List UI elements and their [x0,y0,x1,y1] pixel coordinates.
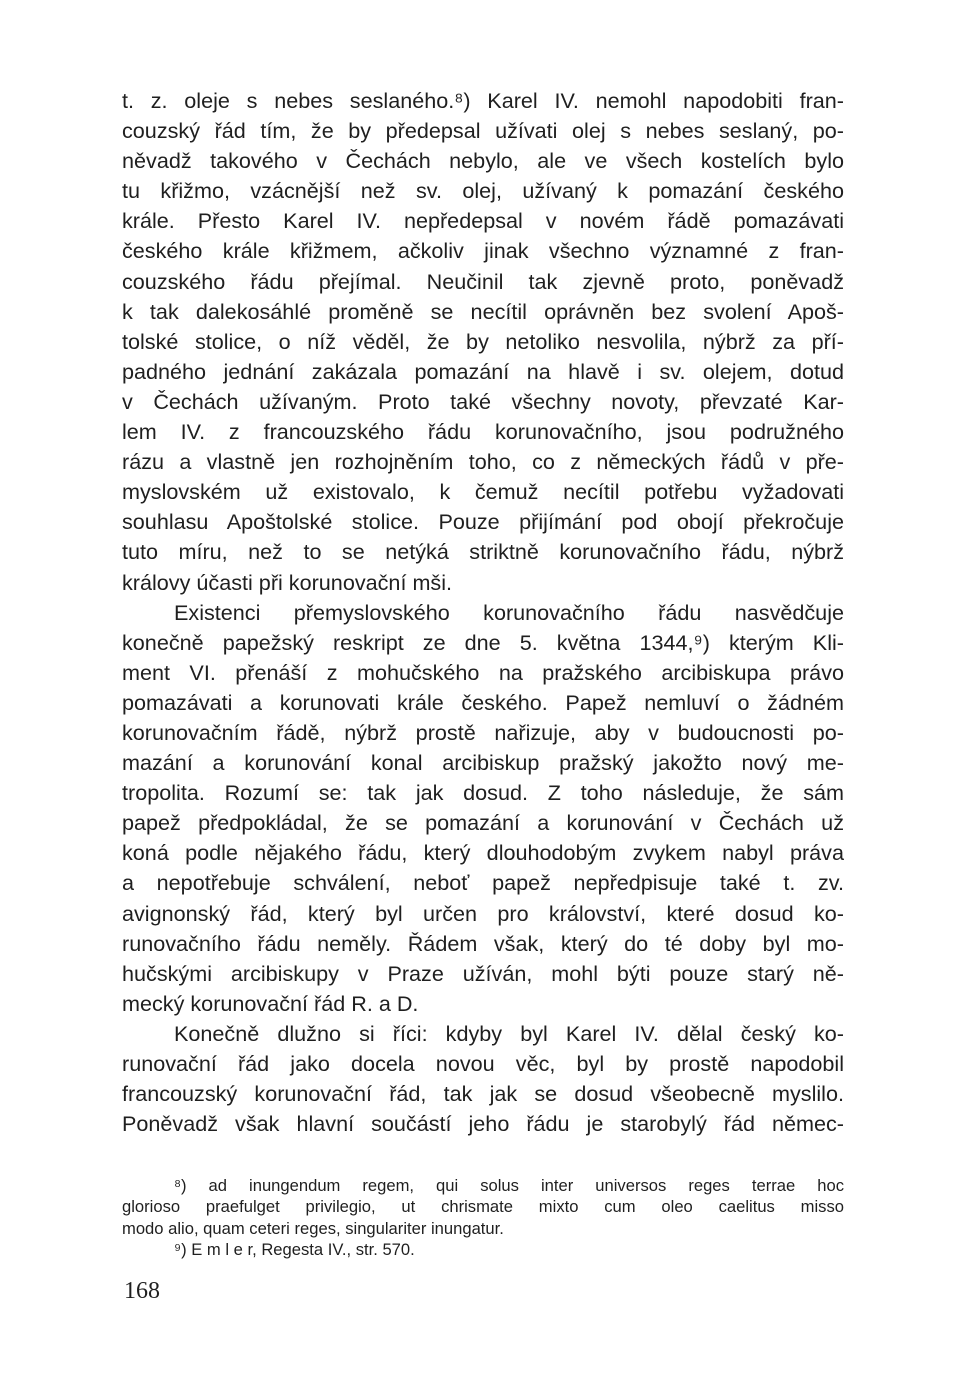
text-line: mecký korunovační řád R. a D. [122,990,419,1016]
text-line: couzského řádu přejímal. Neučinil tak zjevně proto, poněvadž [122,268,844,294]
text-line: couzský řád tím, že by předepsal užívati olej s nebes seslaný, po- [122,118,844,144]
text-line: padného jednání zakázala pomazání na hlavě i sv. olejem, dotud [122,358,844,384]
footnotes [122,1175,844,1261]
text-line: a nepotřebuje schválení, neboť papež nepředpisuje také t. zv. [122,870,844,896]
text-line: Existenci přemyslovského korunovačního řádu nasvědčuje [174,599,844,625]
footnote-line: modo alio, quam ceteri reges, singulariter inungatur. [122,1218,504,1238]
text-line: k tak dalekosáhlé proměně se necítil oprávněn bez svolení Apoš- [122,298,844,324]
text-line: t. z. oleje s nebes seslaného.⁸) Karel IV. nemohl napodobiti fran- [122,88,844,113]
text-line: souhlasu Apoštolské stolice. Pouze přijímání pod obojí překročuje [122,509,844,535]
text-line: Poněvadž však hlavní součástí jeho řádu je starobylý řád němec- [122,1111,844,1137]
text-line: tuto míru, než to se netýká striktně korunovačního řádu, nýbrž [122,539,844,565]
text-line: královy účasti při korunovační mši. [122,569,453,595]
text-line: runovačního řádu neměly. Řádem však, který do té doby byl mo- [122,930,844,956]
text-line: papež předpokládal, že se pomazání a korunování v Čechách už [122,810,844,836]
text-line: tolské stolice, o níž věděl, že by netoliko nesvolila, nýbrž za pří- [122,328,844,354]
text-line: tropolita. Rozumí se: tak jak dosud. Z toho následuje, že sám [122,780,844,806]
text-line: něvadž takového v Čechách nebylo, ale ve všech kostelích bylo [122,148,844,174]
page-number: 168 [124,1278,160,1304]
text-line: Konečně dlužno si říci: kdyby byl Karel IV. dělal český ko- [174,1020,844,1046]
text-line: konečně papežský reskript ze dne 5. května 1344,⁹) kterým Kli- [122,629,844,655]
text-line: tu křižmo, vzácnější než sv. olej, užívaný k pomazání českého [122,178,844,204]
text-line: lem IV. z francouzského řádu korunovačního, jsou podružného [122,419,844,445]
text-line: krále. Přesto Karel IV. nepředepsal v novém řádě pomazávati [122,208,844,234]
text-line: avignonský řád, který byl určen pro království, které dosud ko- [122,900,844,926]
text-line: v Čechách užívaným. Proto také všechny novoty, převzaté Kar- [122,388,844,414]
footnote-line: ⁸) ad inungendum regem, qui solus inter universos reges terrae hoc [174,1176,844,1195]
text-line: runovační řád jako docela novou věc, byl by prostě napodobil [122,1051,844,1076]
footnote-line: ⁹) E m l e r, Regesta IV., str. 570. [174,1240,415,1260]
text-line: pomazávati a korunovati krále českého. Papež nemluví o žádném [122,689,844,715]
text-line: rázu a vlastně jen rozhojněním toho, co z německých řádů v pře- [122,449,844,475]
text-line: mazání a korunování konal arcibiskup pražský jakožto nový me- [122,750,844,776]
text-line: koná podle nějakého řádu, který dlouhodobým zvykem nabyl práva [122,840,844,866]
text-line: myslovském už existovalo, k čemuž necítil potřebu vyžadovati [122,479,844,505]
text-line: českého krále křižmem, ačkoliv jinak všechno významné z fran- [122,238,844,264]
text-line: ment VI. přenáší z mohučského na pražského arcibiskupa právo [122,659,844,685]
text-line: francouzský korunovační řád, tak jak se dosud všeobecně myslilo. [122,1081,844,1107]
body-text [122,86,844,1139]
footnote-line: glorioso praefulget privilegio, ut chrismate mixto cum oleo caelitus misso [122,1197,844,1217]
text-line: korunovačním řádě, nýbrž prostě nařizuje, aby v budoucnosti po- [122,719,844,745]
text-line: hučskými arcibiskupy v Praze užíván, mohl býti pouze starý ně- [122,960,844,986]
